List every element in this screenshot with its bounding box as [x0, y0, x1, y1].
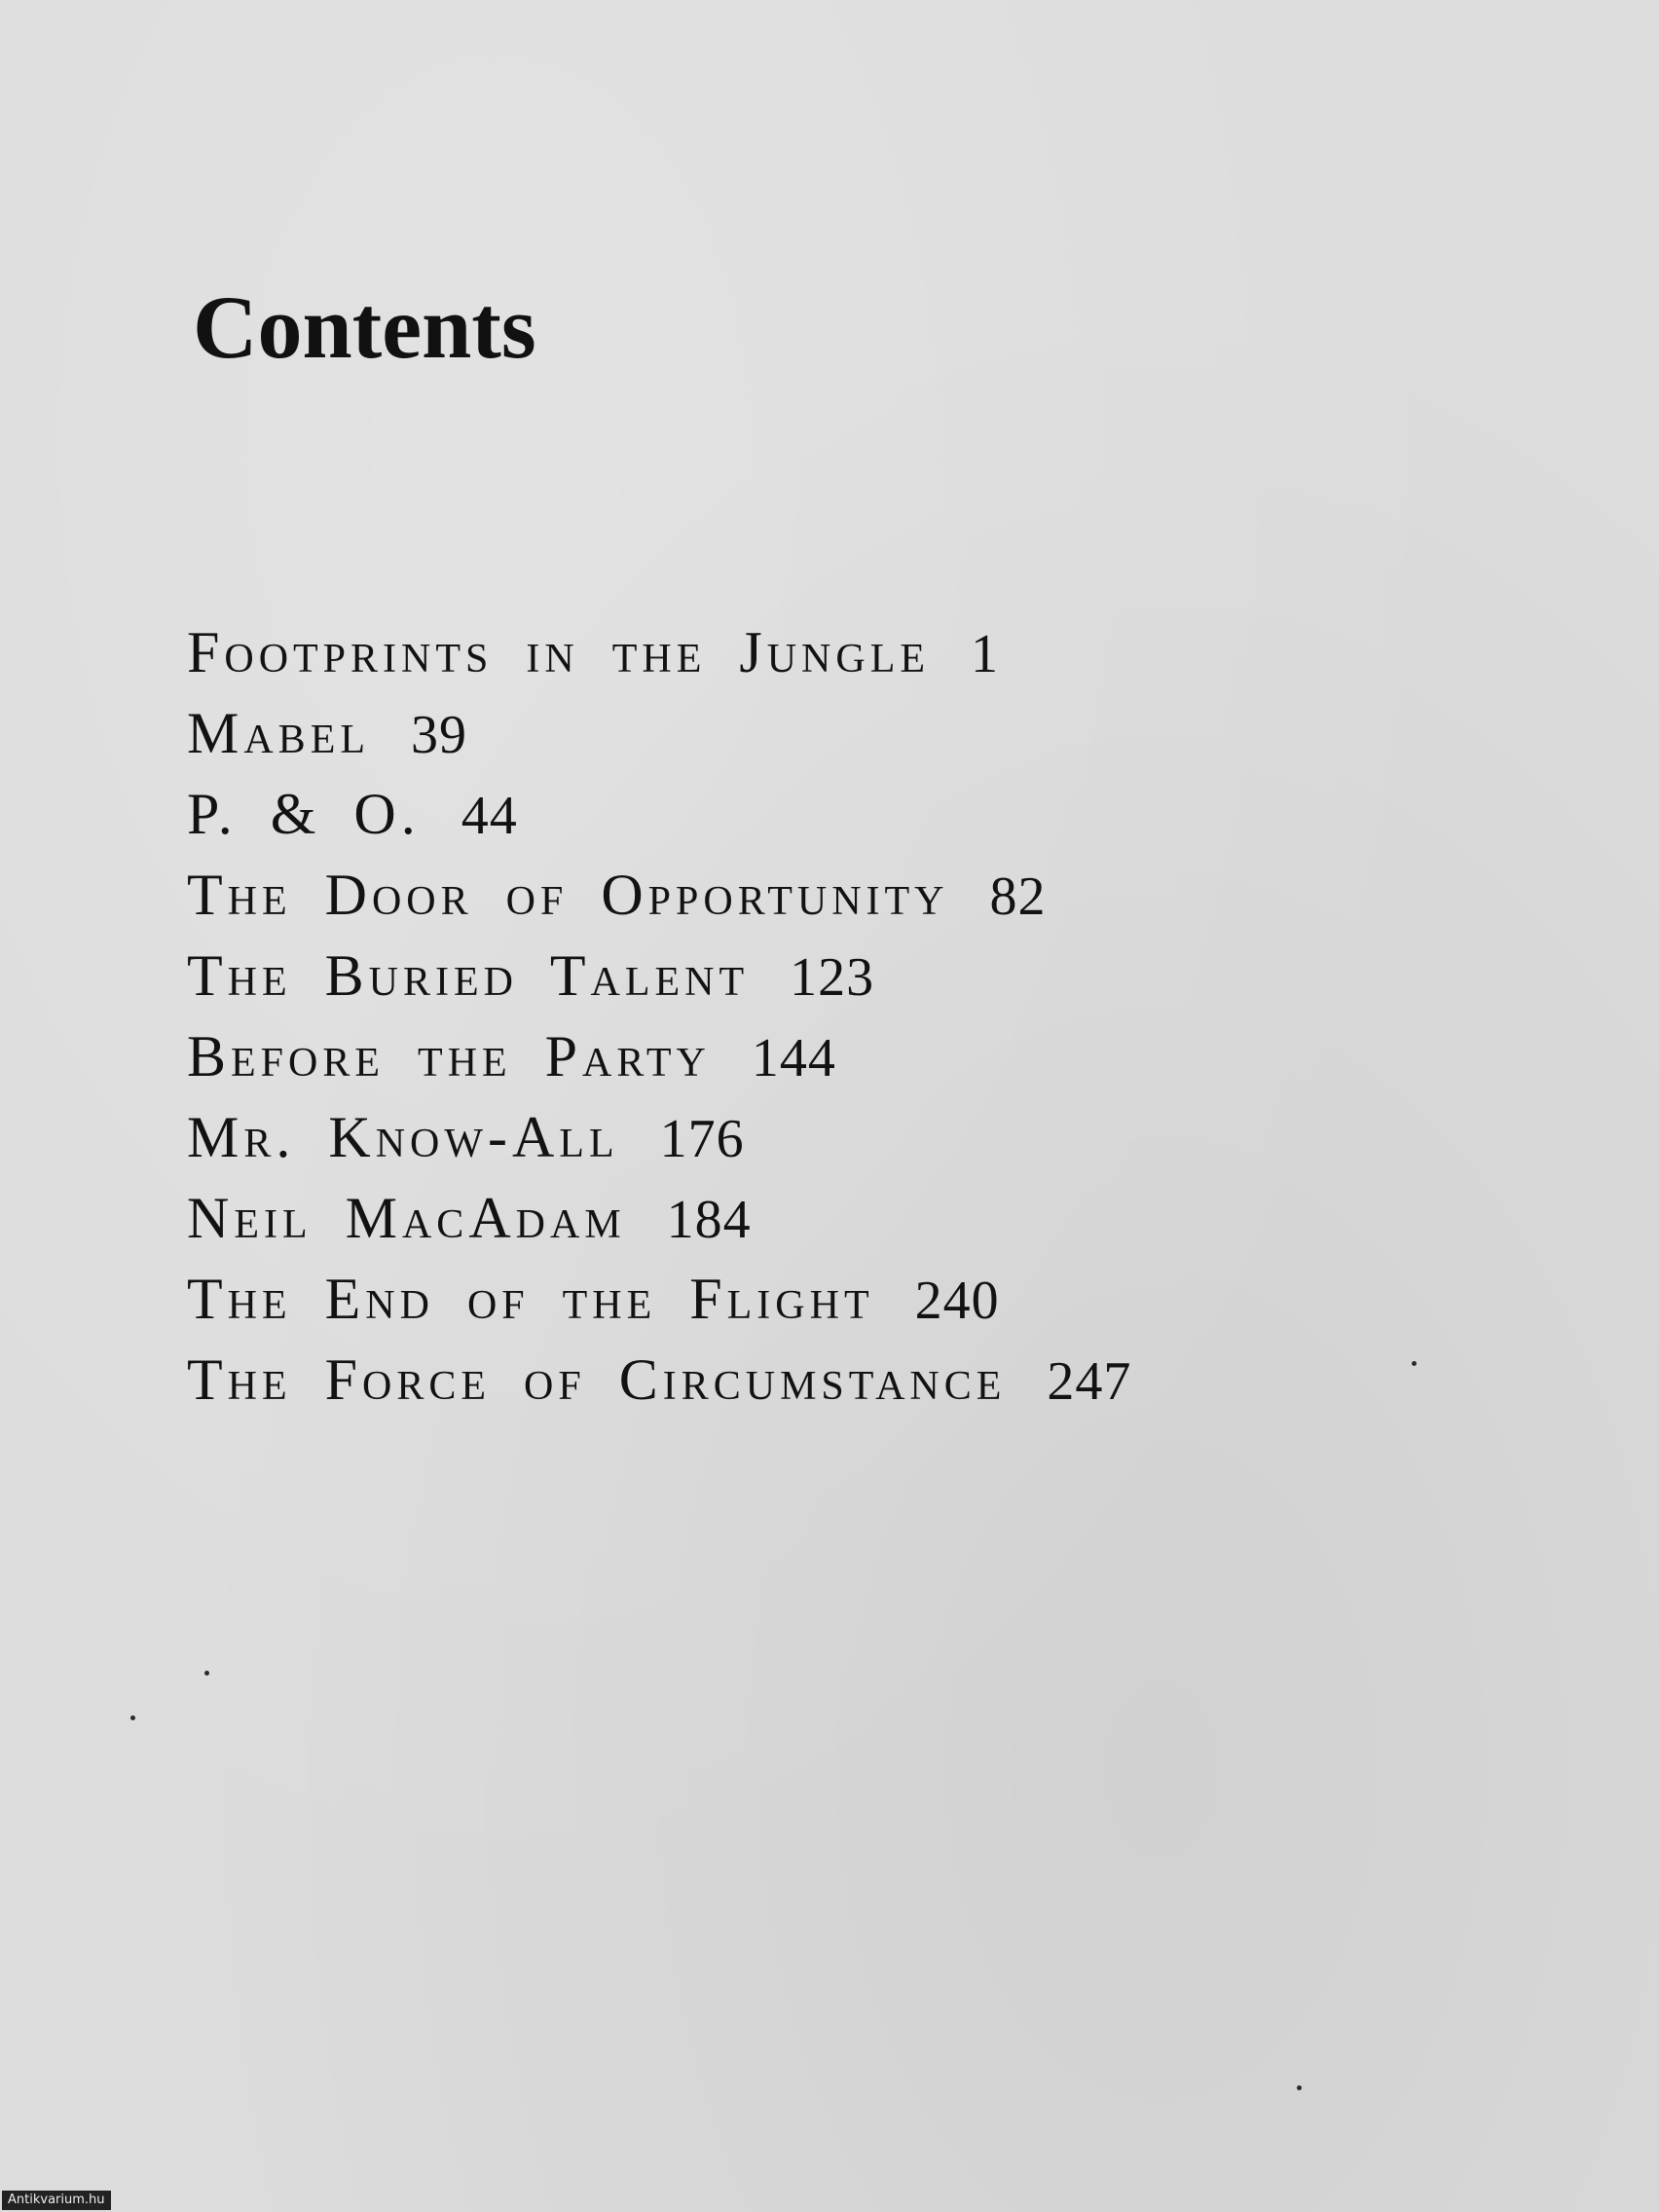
paper-speck: [1412, 1361, 1417, 1366]
toc-entry: [187, 1347, 1132, 1431]
toc-entry: [187, 701, 1131, 785]
page-title: Contents: [193, 277, 536, 377]
toc-entry-page: 44: [461, 786, 518, 846]
watermark: Antikvarium.hu: [2, 2191, 111, 2210]
toc-entry-title: Mabel: [187, 701, 371, 765]
toc-entry-title: Footprints in the Jungle: [187, 620, 931, 684]
paper-speck: [204, 1671, 209, 1676]
toc-entry-page: 123: [790, 947, 875, 1008]
toc-entry-title: The Door of Opportunity: [187, 863, 949, 927]
paper-speck: [130, 1715, 135, 1720]
toc-entry-title: The Buried Talent: [187, 943, 750, 1008]
toc-entry: [187, 1105, 1131, 1189]
toc-entry-title: Before the Party: [187, 1024, 711, 1088]
toc-entry: [187, 1024, 1131, 1108]
toc-entry: [187, 620, 1131, 704]
toc-entry-title: Neil MacAdam: [187, 1186, 626, 1250]
toc-entry-page: 144: [751, 1028, 836, 1088]
toc-entry: [187, 863, 1131, 946]
toc-entry-page: 247: [1047, 1351, 1132, 1412]
toc-entry-title: The Force of Circumstance: [187, 1347, 1007, 1412]
toc-entry-page: 176: [659, 1109, 745, 1169]
toc-entry-page: 39: [411, 705, 468, 765]
toc-entry: [187, 782, 1131, 866]
toc-entry-page: 184: [666, 1190, 752, 1250]
toc-entry-title: The End of the Flight: [187, 1267, 874, 1331]
toc-entry-title: P. & O.: [187, 782, 421, 846]
toc-entry-title: Mr. Know-All: [187, 1105, 619, 1169]
toc-entry: [187, 943, 1131, 1027]
table-of-contents: [187, 620, 1132, 1431]
toc-entry-page: 240: [914, 1271, 1000, 1331]
toc-entry: [187, 1267, 1131, 1350]
toc-entry: [187, 1186, 1131, 1270]
paper-speck: [1297, 2085, 1302, 2090]
toc-entry-page: 1: [971, 624, 1000, 684]
toc-entry-page: 82: [989, 866, 1047, 927]
